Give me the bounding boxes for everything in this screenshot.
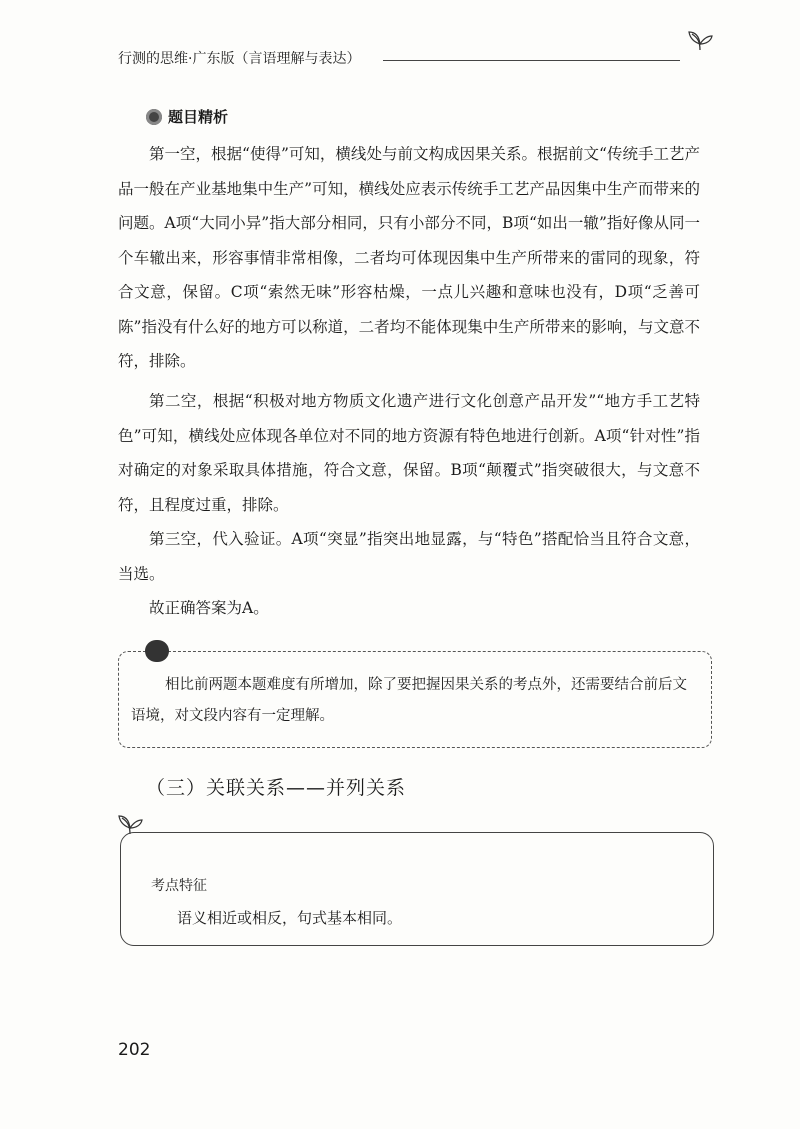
- subsection-title: （三）关联关系——并列关系: [146, 777, 407, 799]
- feature-label: 考点特征: [151, 878, 207, 894]
- answer-line: 故正确答案为A。: [149, 599, 269, 617]
- analysis-paragraph-1: 第一空，根据“使得”可知，横线处与前文构成因果关系。根据前文“传统手工艺产品一般在产业基地集中生产”可知，横线处应表示传统手工艺产品因集中生产而带来的问题。A项“大同小异”指大部分相同，只有小部分不同，B项“如出一辙”指好像从同一个车辙出来，形容事情非常相像，二者均可体现因集中生产所带来的雷同的现象，符合文意，保留。C项“索然无味”形容枯燥，一点儿兴趣和意味也没有，D项“乏善可陈”指没有什么好的地方可以称道，二者均不能体现集中生产所带来的影响，与文意不符，排除。: [118, 145, 700, 370]
- note-text: 相比前两题本题难度有所增加，除了要把握因果关系的考点外，还需要结合前后文语境，对文段内容有一定理解。: [131, 677, 687, 724]
- analysis-paragraph-3: 第三空，代入验证。A项“突显”指突出地显露，与“特色”搭配恰当且符合文意，当选。: [118, 530, 700, 583]
- feature-box: [120, 832, 714, 946]
- analysis-heading: [146, 106, 228, 127]
- analysis-paragraph-2: 第二空，根据“积极对地方物质文化遗产进行文化创意产品开发”“地方手工艺特色”可知，横线处应体现各单位对不同的地方资源有特色地进行创新。A项“针对性”指对确定的对象采取具体措施，符合文意，保留。B项“颠覆式”指突破很大，与文意不符，且程度过重，排除。: [118, 392, 700, 514]
- header-rule: [383, 60, 680, 61]
- header-title: 行测的思维·广东版（言语理解与表达）: [118, 51, 361, 67]
- note-box: [118, 651, 712, 748]
- running-header: [118, 44, 710, 74]
- page-number: 202: [118, 1040, 151, 1060]
- flower-badge-icon: [146, 109, 162, 125]
- analysis-heading-text: 题目精析: [168, 108, 229, 126]
- note-label: [145, 640, 169, 662]
- feature-text: 语义相近或相反，句式基本相同。: [177, 909, 403, 927]
- sprout-icon: [686, 28, 714, 52]
